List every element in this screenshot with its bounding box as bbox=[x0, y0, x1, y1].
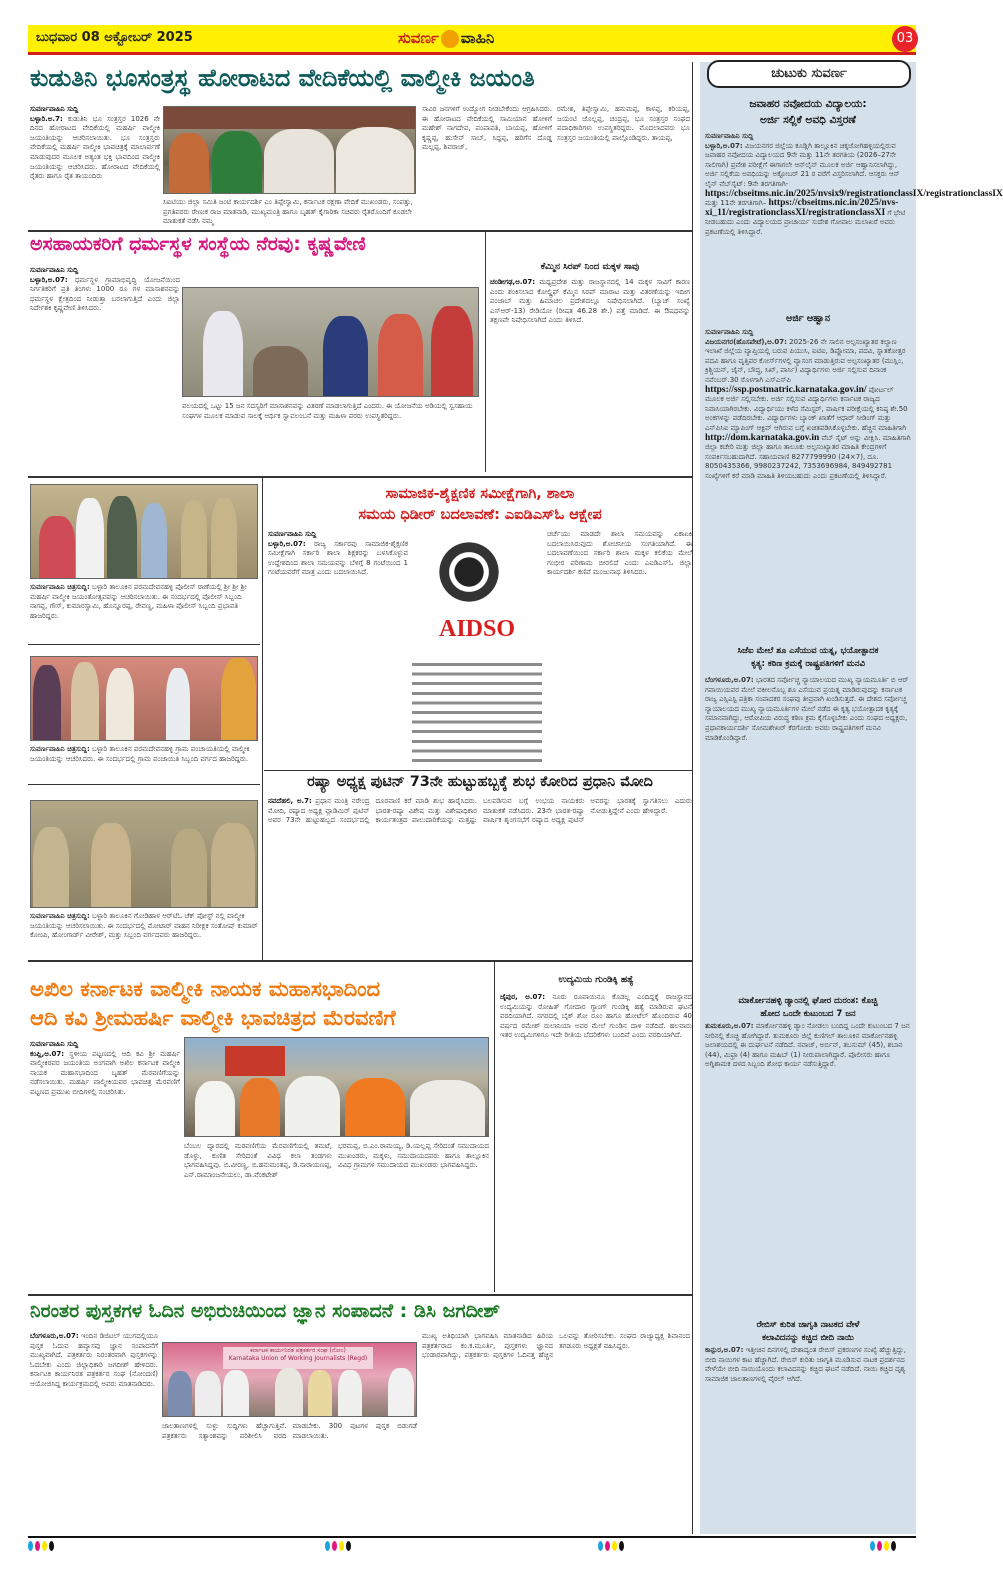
valmiki-jayanti-headline[interactable]: ಕುಡುತಿನಿ ಭೂಸಂತ್ರಸ್ಥ ಹೋರಾಟದ ವೇದಿಕೆಯಲ್ಲಿ ವಾಲ್ಮೀಕಿ ಜಯಂತಿ bbox=[30, 64, 535, 92]
item-body: ವಿಜಯನಗರ ಜಿಲ್ಲೆಯ ಕೂಡ್ಲಿಗಿ ತಾಲ್ಲೂಕಿನ ಚಿಕ್ಕಜೋಗಿಹಳ್ಳಿಯಲ್ಲಿರುವ ಜವಾಹರ ನವೋದಯ ವಿದ್ಯಾಲಯದ 9ನೇ ಮತ್ತು 11ನೇ ತರಗತಿಯ (2026–27ನೇ ಸಾಲಿಗಾಗಿ) ಪ್ರವೇಶ ಪರೀಕ್ಷೆಗೆ ಈಗಾಗಲೇ ಆನ್‌ಲೈನ್ ಮೂಲಕ ಅರ್ಜಿ ಆಹ್ವಾನಿಸಲಾಗಿದ್ದು, ಅರ್ಜಿ ಸಲ್ಲಿಕೆಯ ಅವಧಿಯನ್ನು ಅಕ್ಟೋಬರ್ 21 ರ ವರೆಗೆ ವಿಸ್ತರಿಸಲಾಗಿದೆ. ಆಸಕ್ತರು ಆನ್ ಲೈನ್ ವೆಬ್‌ಸೈಟ್: 9ನೇ ತರಗತಿಗಾಗಿ- bbox=[705, 141, 900, 188]
dharmasthala-headline[interactable]: ಅಸಹಾಯಕರಿಗೆ ಧರ್ಮಸ್ಥಳ ಸಂಸ್ಥೆಯ ನೆರವು: ಕೃಷ್ಣವೇಣಿ bbox=[30, 233, 366, 255]
sidebar-title: ಚುಟುಕು ಸುವರ್ಣ bbox=[707, 60, 911, 88]
businessman-murder-headline[interactable]: ಉದ್ಯಮಿಯ ಗುಂಡಿಕ್ಕಿ ಹತ್ಯೆ bbox=[558, 975, 634, 985]
magenta-dot-icon bbox=[877, 1541, 882, 1551]
registration-marks bbox=[28, 1541, 54, 1551]
valmiki-procession-col1 bbox=[30, 1040, 180, 1290]
item-body: ಇತ್ತೀಚಿನ ದಿನಗಳಲ್ಲಿ ದೇಶಾದ್ಯಂತ ರೇಬಿಸ್ ಪ್ರಕರಣಗಳ ಸಂಖ್ಯೆ ಹೆಚ್ಚುತ್ತಿದ್ದು, ಬೀದಿ ನಾಯಿಗಳ ಕಾಟ ಹೆಚ್ಚಾಗಿದೆ. ರೇಬಿಸ್ ಕುರಿತು ಜಾಗೃತಿ ಮೂಡಿಸುವ ನಾಟಕ ಪ್ರದರ್ಶನದ ವೇಳೆಯೇ ಬೀದಿ ನಾಯಿಯೊಂದು ಕಲಾವಿದನನ್ನು ಕಚ್ಚಿದ ಘಟನೆ ನಡೆದಿದೆ. ನಾಯಿ ಕಚ್ಚಿದ ದೃಶ್ಯ ಸಾಮಾಜಿಕ ಜಾಲತಾಣಗಳಲ್ಲಿ ವೈರಲ್ ಆಗಿದೆ. bbox=[705, 1346, 907, 1383]
divider bbox=[28, 784, 260, 785]
registration-link-class-xi[interactable]: https://cbseitms.nic.in/2025/nvs-xi_11/registrationclassXI/registrationclassXI bbox=[705, 198, 899, 218]
caption-lead: ಸುವರ್ಣವಾಹಿನಿ ಚಿತ್ರಸುದ್ದಿ: bbox=[30, 583, 90, 591]
rto-checkpost-photo bbox=[30, 800, 258, 908]
dateline: ಕಾನ್ಪುರ,ಅ.07: bbox=[705, 1346, 744, 1354]
masthead bbox=[28, 25, 916, 55]
caption-text: ಬಳ್ಳಾರಿ ತಾಲೂಕಿನ ಗೋಡಿಹಾಳ ಆರ್‌ಟಿಓ ಚೆಕ್ ಪೋಸ್ಟ್ ನಲ್ಲಿ ವಾಲ್ಮೀಕಿ ಜಯಂತಿಯನ್ನು ಆಚರಿಸಲಾಯಿತು. ಈ ಸಂದರ್ಭದಲ್ಲಿ ಮೋಟಾರ್ ವಾಹನ ನಿರೀಕ್ಷಕ ಸಂತೋಷ್ ಕುಮಾರ್ ಕೋಂಪಿ, ಹೋಂಗಾರ್ಡ್ ವೀರೇಶ್, ಮತ್ತು ಸಿಬ್ಬಂದಿ ವರ್ಗದವರು ಹಾಜರಿದ್ದರು. bbox=[30, 912, 258, 940]
magenta-dot-icon bbox=[35, 1541, 40, 1551]
ssp-portal-link[interactable]: https://ssp.postmatric.karnataka.gov.in/ bbox=[705, 384, 867, 395]
article-lead: ಇಂದಿನ ಡಿಜಿಟಲ್ ಯುಗದಲ್ಲಿಯೂ ಪುಸ್ತಕ ಓದುವ ಹವ್ಯಾಸವು ಜ್ಞಾನ ಸಂಪಾದನೆಗೆ ಮುಖ್ಯವಾಗಿದೆ. ಪತ್ರಕರ್ತರು ನಿರಂತರವಾಗಿ ಪುಸ್ತಕಗಳನ್ನು ಓದಬೇಕು ಎಂದು ಜಿಲ್ಲಾಧಿಕಾರಿ ಜಗದೀಶ್ ಹೇಳಿದರು. ಕರ್ನಾಟಕ ಕಾರ್ಯನಿರತ ಪತ್ರಕರ್ತರ ಸಂಘ (ನೋಂದಣಿ) ಆಯೋಜಿಸಿದ್ದ ಕಾರ್ಯಕ್ರಮದಲ್ಲಿ ಅವರು ಮಾತನಾಡಿದರು. bbox=[30, 1332, 158, 1388]
valmiki-procession-headline-line1[interactable]: ಅಖಿಲ ಕರ್ನಾಟಕ ವಾಲ್ಮೀಕಿ ನಾಯಕ ಮಹಾಸಭಾದಿಂದ bbox=[30, 977, 381, 1001]
divider bbox=[264, 770, 692, 771]
rto-checkpost-caption bbox=[30, 912, 258, 960]
byline: ಸುವರ್ಣವಾಹಿನಿ ಸುದ್ದಿ bbox=[30, 266, 79, 274]
issue-date: ಬುಧವಾರ 08 ಅಕ್ಟೋಬರ್ 2025 bbox=[36, 30, 193, 45]
valmiki-jayanti-col4: ರಮೇಶ, ತಿಪ್ಪೇಸ್ವಾಮಿ, ಹನುಮಪ್ಪ, ಕಾಳಪ್ಪ, ಕರಿಯಪ್ಪ, ಜಯಂಟಿ ಜೊಲ್ಲಪ್ಪ, ಚಂದ್ರಪ್ಪ, ಭೂ ಸಂತ್ರಸ್ತರ ಸಂಘದ ಪದಾಧಿಕಾರಿಗಳು ಉಪಸ್ಥಿತರಿದ್ದರು. ಮೊದಲಾದವರು ಭೂ ಸಂತ್ರಸ್ತರ ಜಯಂತಿಯಲ್ಲಿ ಪಾಲ್ಗೊಂಡಿದ್ದರು. ತಾಯಪ್ಪ, bbox=[557, 105, 690, 142]
text-block bbox=[412, 660, 542, 766]
dateline: ವಿಜಯನಗರ(ಹೊಸಪೇಟೆ),ಅ.07: bbox=[705, 337, 787, 346]
cyan-dot-icon bbox=[325, 1541, 330, 1551]
yellow-dot-icon bbox=[612, 1541, 617, 1551]
dateline: ಬಳ್ಳಾರಿ,ಅ.07: bbox=[268, 539, 306, 548]
divider bbox=[28, 230, 692, 232]
sidebar-item-3-headline-line2[interactable]: ಕೃತ್ಯ: ಕಠಿಣ ಕ್ರಮಕ್ಕೆ ರಾಷ್ಟ್ರಪತಿಗಳಿಗೆ ಮನವಿ bbox=[751, 659, 865, 669]
magenta-dot-icon bbox=[605, 1541, 610, 1551]
dateline: ಕಂಪ್ಲಿ,ಅ.07: bbox=[30, 1049, 65, 1058]
black-dot-icon bbox=[49, 1541, 54, 1551]
valmiki-jayanti-col1 bbox=[30, 105, 160, 229]
books-reading-col3: ಮುಖ್ಯ ಅತಿಥಿಯಾಗಿ ಭಾಗವಹಿಸಿ ಮಾತನಾಡಿದ ಹಿರಿಯ ಪತ್ರಕರ್ತರಾದ ಕಂ.ಕ.ಮೂರ್ತಿ, ಪುಸ್ತಕಗಳು ಜ್ಞಾನದ ಭಂಡಾರವಾಗಿದ್ದು, ಪತ್ರಕರ್ತರು ಪುಸ್ತಕಗಳ ಓದಿನತ್ತ ಹೆಚ್ಚಿನ ಒಲವನ್ನು ತೋರಿಸಬೇಕು. ಸಂಘದ ರಾಜ್ಯಾಧ್ಯಕ್ಷ ಶಿವಾನಂದ ತಗಡೂರು ಅಧ್ಯಕ್ಷತೆ ವಹಿಸಿದ್ದರು. bbox=[422, 1332, 690, 1360]
article-lead: ಧರ್ಮಸ್ಥಳ ಗ್ರಾಮಾಭಿವೃದ್ಧಿ ಯೋಜನೆಯಿಂದ ನಿರ್ಗತಿಕರಿಗೆ ಪ್ರತಿ ತಿಂಗಳು 1000 ರೂ ಗಳ ಮಾಸಾಶನವನ್ನು ಧರ್ಮಸ್ಥಳ ಕ್ಷೇತ್ರದಿಂದ ನೀಡುತ್ತಾ ಬರಲಾಗುತ್ತಿದೆ ಎಂದು ಜಿಲ್ಲಾ ನಿರ್ದೇಶಕಿ ಕೃಷ್ಣವೇಣಿ ತಿಳಿಸಿದರು. bbox=[30, 275, 180, 313]
books-reading-photo bbox=[162, 1342, 417, 1417]
column-divider bbox=[262, 478, 263, 960]
valmiki-procession-headline-line2[interactable]: ಆದಿ ಕವಿ ಶ್ರೀಮಹರ್ಷಿ ವಾಲ್ಮೀಕಿ ಭಾವಚಿತ್ರದ ಮೆರವಣಿಗೆ bbox=[30, 1006, 396, 1030]
businessman-murder-body bbox=[500, 993, 692, 1290]
caption-text: ಬಳ್ಳಾರಿ ತಾಲೂಕಿನ ಪರಮದೇವನಹಳ್ಳಿ ಗ್ರಾಮ ಪಂಚಾಯತಿಯಲ್ಲಿ ವಾಲ್ಮೀಕಿ ಜಯಂತಿಯನ್ನು ಆಚರಿಸಿದರು. ಈ ಸಂದರ್ಭದಲ್ಲಿ ಗ್ರಾಮ ಪಂಚಾಯಿತಿ ಸಿಬ್ಬಂದಿ ವರ್ಗದ ಹಾಜರಿದ್ದರು. bbox=[30, 745, 250, 763]
dharmasthala-caption: ವಲಯದಲ್ಲಿ ಒಟ್ಟು 15 ಜನ ಸದಸ್ಯರಿಗೆ ಮಾಸಾಶನವನ್ನು ವಿತರಣೆ ಮಾಡಲಾಗುತ್ತಿದೆ ಎಂದರು. ಈ ಯೋಜನೆಯ ಅಡಿಯಲ್ಲಿ ಸ್ವಸಹಾಯ ಸಂಘಗಳ ಮೂಲಕ ಮಾಡುವ ಸಾಲಕ್ಕೆ ಆರ್ಥಿಕ ಸ್ವಾವಲಂಬನೆ ಮತ್ತು ಮಹಿಳಾ ಪರರು ಉಪಸ್ಥಿತರಿದ್ದರು. bbox=[182, 402, 473, 420]
newspaper-logo[interactable] bbox=[398, 29, 494, 48]
caption-text: ಬಳ್ಳಾರಿ ತಾಲೂಕಿನ ಪರಮದೇವನಹಳ್ಳಿ ಪೊಲೀಸ್ ಠಾಣೆಯಲ್ಲಿ ಶ್ರೀ ಶ್ರೀ ಶ್ರೀ ಮಹರ್ಷಿ ವಾಲ್ಮೀಕಿ ಜಯಂತೋತ್ಸವವನ್ನು ಆಚರಿಸಲಾಯಿತು. ಈ ಸಂದರ್ಭದಲ್ಲಿ ಪೊಲೀಸ್ ಸಿಬ್ಬಂದಿ ನಾಗಪ್ಪ, ಗೌಸ್, ಕುಮಾರಸ್ವಾಮಿ, ಹೊನ್ನೂರಪ್ಪ, ರೇವಣ್ಣ, ಮಹಿಳಾ ಪೊಲೀಸ್ ಸಿಬ್ಬಂದಿ ಪ್ರಭಾವತಿ ಹಾಜರಿದ್ದರು. bbox=[30, 583, 247, 620]
item-body: ಭಾರತದ ಸರ್ವೋಚ್ಚ ನ್ಯಾಯಾಲಯದ ಮುಖ್ಯ ನ್ಯಾಯಮೂರ್ತಿ ಬಿ ಆರ್ ಗವಾಯಿಯವರ ಮೇಲೆ ವಕೀಲನೊಬ್ಬ ಶೂ ಎಸೆಯುವ ಪ್ರಯತ್ನ ಮಾಡಿರುವುದನ್ನು ಕರ್ನಾಟಕ ರಾಜ್ಯ ಎಸ್ಸಿಎಸ್ಟಿ ಪತ್ರಿಕಾ ಸಂಪಾದಕರ ಸಂಘವು ತೀವ್ರವಾಗಿ ಖಂಡಿಸುತ್ತದೆ. ಈ ದೇಶದ ಸರ್ವೋಚ್ಚ ನ್ಯಾಯಾಲಯದ ಮುಖ್ಯ ನ್ಯಾಯಮೂರ್ತಿಗಳ ಮೇಲೆ ನಡೆದ ಈ ಕೃತ್ಯ ಭಯೋತ್ಪಾದಕ ಕೃತ್ಯಕ್ಕೆ ಸಮಾನವಾಗಿದ್ದು, ಆರೋಪಿಯ ವಿರುದ್ಧ ಕಠಿಣ ಕ್ರಮ ಕೈಗೊಳ್ಳಬೇಕು ಎಂದು ಸಂಘದ ಅಧ್ಯಕ್ಷರು, ಪ್ರಧಾನಕಾರ್ಯದರ್ಶಿ ಸೋಮಶೇಖರ್ ಕೆರಗೋಡು ಅವರು ರಾಷ್ಟ್ರಪತಿಗಳಿಗೆ ಮನವಿ ಮಾಡಿಕೊಂಡಿದ್ದಾರೆ. bbox=[705, 676, 909, 742]
byline: ಸುವರ್ಣವಾಹಿನಿ ಸುದ್ದಿ bbox=[30, 1040, 79, 1048]
article-body: ಪ್ರಧಾನ ಮಂತ್ರಿ ನರೇಂದ್ರ ಮೋದಿ, ರಷ್ಯಾದ ಅಧ್ಯಕ್ಷ ವ್ಲಾಡಿಮಿರ್ ಪುಟಿನ್ ಅವರ 73ನೇ ಹುಟ್ಟುಹಬ್ಬದ ಸಂದರ್ಭದಲ್ಲಿ ದೂರವಾಣಿ ಕರೆ ಮಾಡಿ ಶುಭ ಹಾರೈಸಿದರು. ಭಾರತ-ರಷ್ಯಾ ವಿಶೇಷ ಮತ್ತು ವಿಶೇಷಾಧಿಕಾರ ಕಾರ್ಯತಂತ್ರದ ಪಾಲುದಾರಿಕೆಯನ್ನು ಮತ್ತಷ್ಟು ಬಲಪಡಿಸುವ ಬಗ್ಗೆ ಉಭಯ ನಾಯಕರು ಮಾತುಕತೆ ನಡೆಸಿದರು. 23ನೇ ಭಾರತ-ರಷ್ಯಾ ವಾರ್ಷಿಕ ಶೃಂಗಸಭೆಗೆ ರಷ್ಯಾದ ಅಧ್ಯಕ್ಷ ಪುಟಿನ್ ಅವರನ್ನು ಭಾರತಕ್ಕೆ ಸ್ವಾಗತಿಸಲು ಎದುರು ನೋಡುತ್ತಿದ್ದೇನೆ ಎಂದು ಹೇಳಿದ್ದಾರೆ. bbox=[268, 797, 692, 825]
valmiki-jayanti-col3: ಸಾವಿರ ಜನಗಳಿಗೆ ಉದ್ಯೋಗ ನೀಡಬೇಕೆಂದು ಆಗ್ರಹಿಸಿದರು. ಈ ಹೋರಾಟದ ವೇದಿಕೆಯಲ್ಲಿ ಸಾಮಿಯಾನ ಹೋಳಿಗೆ ಮಹೇಶ್ ನಾಗದೇವ, ಪಂಪಾಪತಿ, ಬಾಯಪ್ಪ, ಹೋಳಿಗೆ ಕೃಷ್ಣಪ್ಪ, ಹುಸೇನ್ ಸಾಬ್, ಸಿದ್ದಪ್ಪ, ಹರಿಗೆಸ ದೊಡ್ಡ ಮಲ್ಲಪ್ಪ, ಶಿವರಾಜ್, bbox=[422, 105, 552, 152]
putin-modi-body bbox=[268, 797, 692, 957]
column-divider bbox=[692, 62, 693, 1534]
dateline: ಬಳ್ಳಾರಿ,ಅ.07: bbox=[705, 141, 743, 150]
registration-link-class-ix[interactable]: https://cbseitms.nic.in/2025/nvsix9/registrationclassIX/registrationclassIX bbox=[705, 188, 1003, 199]
event-banner bbox=[223, 1347, 373, 1369]
aidso-logo-text: AIDSO bbox=[438, 616, 516, 642]
dateline: ಚಂಡೀಗಢ,ಅ.07: bbox=[490, 278, 536, 286]
dharmasthala-photo bbox=[182, 287, 479, 397]
registration-marks bbox=[870, 1541, 896, 1551]
logo-right-text: ವಾಹಿನಿ bbox=[460, 29, 495, 47]
banner-subtitle: Karnataka Union of Working Journalists (Regd) bbox=[228, 1355, 368, 1362]
item-body: ಮಾರ್ಕೋನಹಳ್ಳಿ ಡ್ಯಾಂ ನೋಡಲು ಬಂದಿದ್ದ ಒಂದೇ ಕುಟುಂಬದ 7 ಜನ ನೀರಿನಲ್ಲಿ ಕೊಚ್ಚಿ ಹೋಗಿದ್ದಾರೆ. ತುಮಕೂರು ಜಿಲ್ಲೆ ಕುಣಿಗಲ್ ತಾಲೂಕಿನ ಮಾರ್ಕೋನಹಳ್ಳಿ ಜಲಾಶಯದಲ್ಲಿ ಈ ದುರ್ಘಟನೆ ನಡೆದಿದೆ. ನವಾಜ್, ಅರ್ಬಿನ್, ತಬಸುಮ್ (45), ಶಬಾನ (44), ಮಿಫ್ರಾ (4) ಹಾಗೂ ಮಹಿಬ್ (1) ನೀರುಪಾಲಾಗಿದ್ದಾರೆ. ಪೊಲೀಸರು ಹಾಗೂ ಅಗ್ನಿಶಾಮಕ ದಳದ ಸಿಬ್ಬಂದಿ ಶೋಧ ಕಾರ್ಯ ನಡೆಸುತ್ತಿದ್ದಾರೆ. bbox=[705, 1022, 910, 1069]
dateline: ಬಳ್ಳಾರಿ.ಅ.7: bbox=[30, 114, 63, 123]
divider bbox=[28, 476, 692, 478]
cough-syrup-headline[interactable]: ಕೆಮ್ಮಿನ ಸಿರಪ್ ನಿಂದ ಮಕ್ಕಳ ಸಾವು bbox=[540, 262, 640, 272]
yellow-dot-icon bbox=[339, 1541, 344, 1551]
panchayat-caption bbox=[30, 745, 258, 775]
karnataka-map-emblem-icon bbox=[441, 30, 459, 48]
valmiki-jayanti-caption: ಸಿಐಟಿಯು ಜಿಲ್ಲಾ ಸಮಿತಿ ಜಂಟಿ ಕಾರ್ಯದರ್ಶಿ ಎಂ ತಿಪ್ಪೇಸ್ವಾಮಿ, ಕರ್ನಾಟಕ ರಕ್ಷಣಾ ವೇದಿಕೆ ಮುಖಂಡರು, ಸಂಪತ್ತು, ಪ್ರಗತಿಪರರು ರೇಣುಕ ರಾಜ ಮಾತನಾಡಿ, ಮುಖ್ಯಮಂತ್ರಿ ಹಾಗೂ ಬೃಹತ್ ಕೈಗಾರಿಕಾ ಸಚಿವರು ರೈತರೊಂದಿಗೆ ಕೂಡಲೇ ಮಾತುಕತೆ ನಡೆಸಿ ನಮ್ಮ bbox=[163, 198, 413, 226]
column-divider bbox=[494, 962, 495, 1292]
sidebar-item-4-headline-line1[interactable]: ಮಾರ್ಕೋನಹಳ್ಳಿ ಡ್ಯಾಂನಲ್ಲಿ ಘೋರ ದುರಂತ: ಕೊಚ್ಚಿ bbox=[738, 996, 878, 1006]
dateline: ತುಮಕೂರು,ಅ.07: bbox=[705, 1022, 754, 1030]
sidebar-item-1-body bbox=[705, 132, 1003, 308]
police-station-caption-1 bbox=[30, 583, 258, 633]
cyan-dot-icon bbox=[598, 1541, 603, 1551]
magenta-dot-icon bbox=[332, 1541, 337, 1551]
item-mid: ಪೋರ್ಟಲ್ ಮೂಲಕ ಅರ್ಜಿ ಸಲ್ಲಿಸಬೇಕು. ಅರ್ಜಿ ಸಲ್ಲಿಸುವ ವಿದ್ಯಾರ್ಥಿಗಳು ಕರ್ನಾಟಕ ರಾಜ್ಯದ ನಿವಾಸಿಯಾಗಿರಬೇಕು. ವಿದ್ಯಾರ್ಥಿಯು ಕಳೆದ ಸೆಮಿಸ್ಟರ್, ವಾರ್ಷಿಕ ಪರೀಕ್ಷೆಯಲ್ಲಿ ಕನಿಷ್ಠ ಶೇ.50 ಅಂಕಗಳನ್ನು ಪಡೆದಿರಬೇಕು. ವಿದ್ಯಾರ್ಥಿಗಳು ಬ್ಯಾಂಕ್ ಖಾತೆಗೆ ಆಧಾರ್ ಸೀಡಿಂಗ್ ಮತ್ತು ಎನ್‌ಪಿಸಿಐ ಮ್ಯಾಪಿಂಗ್ ಆಕ್ಟಿವ್ ಆಗಿರುವ ಬಗ್ಗೆ ಖಚಿತಪಡಿಸಿಕೊಳ್ಳಬೇಕು. ಹೆಚ್ಚಿನ ಮಾಹಿತಿಗಾಗಿ bbox=[705, 385, 908, 432]
caption-lead: ಸುವರ್ಣವಾಹಿನಿ ಚಿತ್ರಸುದ್ದಿ: bbox=[30, 912, 90, 920]
byline: ಸುವರ್ಣವಾಹಿನಿ ಸುದ್ದಿ bbox=[30, 105, 79, 113]
valmiki-procession-photo bbox=[184, 1037, 489, 1137]
sidebar-item-5-headline-line2[interactable]: ಕಲಾವಿದನನ್ನು ಕಚ್ಚಿದ ಬೀದಿ ನಾಯಿ bbox=[762, 1333, 854, 1343]
byline: ಸುವರ್ಣವಾಹಿನಿ ಸುದ್ದಿ bbox=[705, 132, 754, 140]
sidebar-item-1-headline-line1[interactable]: ಜವಾಹರ ನವೋದಯ ವಿದ್ಯಾಲಯ: bbox=[749, 98, 867, 110]
sidebar-item-4-headline-line2[interactable]: ಹೋದ ಒಂದೇ ಕುಟುಂಬದ 7 ಜನ bbox=[760, 1009, 856, 1019]
cyan-dot-icon bbox=[28, 1541, 33, 1551]
black-dot-icon bbox=[619, 1541, 624, 1551]
dharmasthala-col1 bbox=[30, 266, 180, 471]
item-mid: ಮತ್ತು 11ನೇ ತರಗತಿಗಾಗಿ– bbox=[705, 199, 767, 208]
sidebar-item-4-body bbox=[705, 1022, 911, 1300]
divider bbox=[28, 1294, 692, 1296]
article-body: ರಾಜ್ಯ ಸರ್ಕಾರವು ಸಾಮಾಜಿಕ-ಶೈಕ್ಷಣಿಕ ಸಮೀಕ್ಷೆಗಾಗಿ ಸರ್ಕಾರಿ ಶಾಲಾ ಶಿಕ್ಷಕರನ್ನು ಬಳಸಿಕೊಳ್ಳುವ ಉದ್ದೇಶದಿಂದ ಶಾಲಾ ಸಮಯವನ್ನು ಬೆಳಿಗ್ಗೆ 8 ಗಂಟೆಯಿಂದ 1 ಗಂಟೆಯವರೆಗೆ ಮಾತ್ರ ಎಂದು ಬದಲಾಯಿಸಿದೆ. bbox=[268, 539, 408, 577]
aidso-headline-line2[interactable]: ಸಮಯ ಧಿಡೀರ್ ಬದಲಾವಣೆ: ಎಐಡಿಎಸ್ಓ ಆಕ್ಷೇಪ bbox=[358, 507, 602, 523]
aidso-headline-line1[interactable]: ಸಾಮಾಜಿಕ-ಶೈಕ್ಷಣಿಕ ಸಮೀಕ್ಷೆಗಾಗಿ, ಶಾಲಾ bbox=[385, 486, 575, 502]
sidebar-item-2-body bbox=[705, 328, 911, 636]
article-body: ನೂರು ರೂಪಾಯಿನೂ ಕೊಡಲ್ಲ ಎಂದಿದ್ದಕ್ಕೆ ರಾಜಸ್ಥಾನದ ಉದ್ಯಮಿಯನ್ನು ರೋಹಿತ್ ಗೋದಾರ ಗ್ಯಾಂಗ್ ಗುಂಡಿಕ್ಕಿ ಹತ್ಯೆ ಮಾಡಿರುವ ಘಟನೆ ವರದಿಯಾಗಿದೆ. ನಗರದಲ್ಲಿ ಬೈಕ್ ಶೋ ರೂಂ ಹಾಗೂ ಹೋಟೆಲ್ ಹೊಂದಿರುವ 40 ವರ್ಷದ ರಮೇಶ್ ರುಲಾನಿಯಾ ಅವರ ಮೇಲೆ ಗುಂಡಿನ ದಾಳಿ ನಡೆದಿದೆ. ಹಲವಾರು ಇತರ ಉದ್ಯಮಿಗಳಿಗೂ ಇದೇ ರೀತಿಯ ಬೆದರಿಕೆಗಳು ಬಂದಿವೆ ಎಂದು ವರದಿಯಾಗಿದೆ. bbox=[500, 993, 692, 1040]
banner bbox=[225, 1046, 285, 1076]
sidebar-item-3-body bbox=[705, 676, 911, 986]
valmiki-procession-col3: ಭರಮಪ್ಪ, ಬಿ.ಎಂ.ರಾಮಯ್ಯ, ಡಿ.ಯಲ್ಲಪ್ಪ ಸೇರಿದಂತೆ ಸಮುದಾಯದ ಮುಖಂಡರು, ಮಕ್ಕಳು, ಸಮುದಾಯದವರು ಹಾಗೂ ತಾಲ್ಲೂಕಿನ ವಿವಿಧ ಗ್ರಾಮಗಳ ಸಮುದಾಯದ ಮುಖಂಡರು ಭಾಗವಹಿಸಿದ್ದರು. bbox=[338, 1142, 489, 1170]
banner-title: ಕರ್ನಾಟಕ ಕಾರ್ಯನಿರತ ಪತ್ರಕರ್ತರ ಸಂಘ (ನೋಂ) bbox=[250, 1347, 346, 1354]
column-divider bbox=[485, 232, 486, 472]
registration-marks bbox=[598, 1541, 624, 1551]
footer-rule bbox=[28, 1536, 916, 1538]
black-dot-icon bbox=[891, 1541, 896, 1551]
article-lead: ಸ್ಥಳೀಯ ಪಟ್ಟಣದಲ್ಲಿ ಆದಿ ಕವಿ ಶ್ರೀ ಮಹರ್ಷಿ ವಾಲ್ಮೀಕಿರವರ ಜಯಂತಿಯ ಅಂಗವಾಗಿ ಅಖಿಲ ಕರ್ನಾಟಕ ವಾಲ್ಮೀಕಿ ನಾಯಕ ಮಹಾಸಭಾದಿಂದ ಬೃಹತ್ ಮೆರವಣಿಗೆಯನ್ನು ನಡೆಸಲಾಯಿತು. ಮಹರ್ಷಿ ವಾಲ್ಮೀಕಿಯವರ ಭಾವಚಿತ್ರ ಮೆರವಣಿಗೆ ಪಟ್ಟಣದ ಪ್ರಮುಖ ಬೀದಿಗಳಲ್ಲಿ ಸಂಚರಿಸಿತು. bbox=[30, 1049, 180, 1096]
dom-karnataka-link[interactable]: http://dom.karnataka.gov.in bbox=[705, 432, 820, 443]
logo-left-text: ಸುವರ್ಣ bbox=[398, 29, 439, 47]
aidso-col2 bbox=[412, 660, 542, 766]
article-body: ಮಧ್ಯಪ್ರದೇಶ ಮತ್ತು ರಾಜಸ್ಥಾನದಲ್ಲಿ 14 ಮಕ್ಕಳ ಸಾವಿಗೆ ಕಾರಣ ಎಂದು ಶಂಕಿಸಲಾದ ಕೋಲ್ಡ್ರಿಫ್ ಕೆಮ್ಮಿನ ಸಿರಪ್ ಮಾರಾಟ ಮತ್ತು ವಿತರಣೆಯನ್ನು ಇದೀಗ ಪಂಜಾಬ್ ಮತ್ತು ಹಿಮಾಚಲ ಪ್ರದೇಶದಲ್ಲೂ ನಿಷೇಧಿಸಲಾಗಿದೆ. (ಬ್ಯಾಚ್ ಸಂಖ್ಯೆ ಎಸ್ಆರ್-13) ರೇಡಿಯೋ (ರೀಷತ 46.28 ಶೇ.) ಪತ್ತೆ ಮಾಡಿದೆ. ಈ ಔಷಧವನ್ನು ತಕ್ಷಣವೇ ನಿಷೇಧಿಸಲಾಗಿದೆ ಎಂದು ತಿಳಿಸಿದೆ. bbox=[490, 278, 690, 325]
byline: ಸುವರ್ಣವಾಹಿನಿ ಸುದ್ದಿ bbox=[705, 328, 754, 336]
aidso-col1 bbox=[268, 530, 408, 766]
books-reading-caption: ಜಾಲತಾಣಗಳಲ್ಲಿ ಸುಳ್ಳು ಸುದ್ದಿಗಳು ಹೆಚ್ಚಾಗುತ್ತಿವೆ. ಪತ್ರಕರ್ತರು ಸತ್ಯಾಂಶವನ್ನು ಪರಿಶೀಲಿಸಿ ವರದಿ ಮಾಡಬೇಕು. 300 ಪುಟಗಳ ಪುಸ್ತಕ ಬಿಡುಗಡೆ ಮಾಡಲಾಯಿತು. bbox=[162, 1422, 417, 1440]
panchayat-photo bbox=[30, 656, 258, 741]
cyan-dot-icon bbox=[870, 1541, 875, 1551]
sidebar-item-3-headline-line1[interactable]: ಸಿಜೆಐ ಮೇಲೆ ಶೂ ಎಸೆಯುವ ಯತ್ನ, ಭಯೋತ್ಪಾದಕ bbox=[737, 646, 879, 656]
dateline: ಬೆಂಗಳೂರು,ಅ.07: bbox=[30, 1332, 79, 1340]
dateline: ನವದೆಹಲಿ, ಅ.7: bbox=[268, 797, 312, 805]
dateline: ಬೆಂಗಳೂರು,ಅ.07: bbox=[705, 676, 754, 684]
valmiki-jayanti-photo bbox=[163, 106, 416, 194]
item-body: 2025-26 ನೇ ಸಾಲಿನ ಅಲ್ಪಸಂಖ್ಯಾತರ ಕಲ್ಯಾಣ ಇಲಾಖೆ ಜಿಲ್ಲೆಯ ವ್ಯಾಪ್ತಿಯಲ್ಲಿ ಬರುವ ಪಿಯುಸಿ, ಐಟಿಐ, ಡಿಪ್ಲೋಮಾ, ಪದವಿ, ಸ್ನಾತಕೋತ್ತರ ಪದವಿ ಹಾಗೂ ವೃತ್ತಿಪರ ಕೋರ್ಸ್‌ಗಳಲ್ಲಿ ವ್ಯಾಸಂಗ ಮಾಡುತ್ತಿರುವ ಅಲ್ಪಸಂಖ್ಯಾತರ (ಮುಸ್ಲಿಂ, ಕ್ರಿಶ್ಚಿಯನ್, ಜೈನ್, ಬೌದ್ಧ, ಸಿಖ್, ಪಾರ್ಸಿ) ವಿದ್ಯಾರ್ಥಿಗಳು ಅರ್ಜಿ ಸಲ್ಲಿಸುವ ದಿನಾಂಕ ನವೆಂಬರ್.30 ರೊಳಗಾಗಿ ಎಸ್ಎಸ್‌ಪಿ bbox=[705, 337, 906, 384]
putin-modi-headline[interactable]: ರಷ್ಯಾ ಅಧ್ಯಕ್ಷ ಪುಟಿನ್ 73ನೇ ಹುಟ್ಟುಹಬ್ಬಕ್ಕೆ ಶುಭ ಕೋರಿದ ಪ್ರಧಾನಿ ಮೋದಿ bbox=[307, 774, 653, 790]
article-lead: ಕುಡುತಿನಿ ಭೂ ಸಂತ್ರಸ್ತರ 1026 ನೇ ದಿನದ ಹೋರಾಟದ ವೇದಿಕೆಯಲ್ಲಿ ಮಹರ್ಷಿ ವಾಲ್ಮೀಕಿ ಜಯಂತಿಯನ್ನು ಆಚರಿಸಲಾಯಿತು. ಭೂ ಸಂತ್ರಸ್ತರು ವೇದಿಕೆಯಲ್ಲಿ ಮಹರ್ಷಿ ವಾಲ್ಮೀಕಿ ಭಾವಚಿತ್ರಕ್ಕೆ ಮಾಲಾರ್ಪಣೆ ಮಾಡುವುದರ ಮೂಲಕ ಅತ್ಯಂತ ಭಕ್ತಿ ಭಾವದಿಂದ ವಾಲ್ಮೀಕಿ ಜಯಂತಿಯನ್ನು ಆಚರಿಸಿದರು. ಹೋರಾಟದ ವೇದಿಕೆಯಲ್ಲಿ ರೈತರು ಹಾಗೂ ರೈತ ತಾಯಂದಿರು bbox=[30, 114, 160, 181]
divider bbox=[28, 644, 260, 645]
dateline: ಬಳ್ಳಾರಿ,ಅ.07: bbox=[30, 275, 68, 284]
aidso-emblem-icon bbox=[437, 536, 517, 616]
aidso-col3: ಚರ್ಚೆಯು ಮಾಡದೇ ಶಾಲಾ ಸಮಯವನ್ನು ಏಕಾಏಕಿ ಬದಲಾಯಿಸಿರುವುದು ಶೋಚನೀಯ ಸಂಗತಿಯಾಗಿದೆ. ಈ ಬದಲಾವಣೆಯಿಂದ ಸರ್ಕಾರಿ ಶಾಲಾ ಮಕ್ಕಳ ಕಲಿಕೆಯ ಮೇಲೆ ಗಂಭೀರ ಪರಿಣಾಮ ಬೀರಲಿದೆ ಎಂದು ಎಐಡಿಎಸ್ಓ ಜಿಲ್ಲಾ ಕಾರ್ಯದರ್ಶಿ ಕಣಿವೆ ಮಂಜುನಾಥ ತಿಳಿಸಿದರು. bbox=[547, 530, 692, 577]
yellow-dot-icon bbox=[42, 1541, 47, 1551]
black-dot-icon bbox=[346, 1541, 351, 1551]
divider bbox=[28, 960, 692, 962]
item-tail: ಗೆ ಭೇಟಿ ನೀಡಬಹುದು ಎಂದು ವಿದ್ಯಾಲಯದ ಪ್ರಾಚಾರ್ಯ ಸುದೇಶ ಗೋಪಾಲ ಮಲಾಖರೆ ಅವರು ಪ್ರಕಟಣೆಯಲ್ಲಿ ತಿಳಿಸಿದ್ದಾರೆ. bbox=[705, 208, 906, 236]
sidebar-item-2-headline[interactable]: ಅರ್ಜಿ ಆಹ್ವಾನ bbox=[785, 313, 831, 324]
cough-syrup-body bbox=[490, 278, 690, 472]
byline: ಸುವರ್ಣವಾಹಿನಿ ಸುದ್ದಿ bbox=[268, 530, 317, 538]
caption-lead: ಸುವರ್ಣವಾಹಿನಿ ಚಿತ್ರಸುದ್ದಿ: bbox=[30, 745, 90, 753]
registration-marks bbox=[325, 1541, 351, 1551]
books-reading-headline[interactable]: ನಿರಂತರ ಪುಸ್ತಕಗಳ ಓದಿನ ಅಭಿರುಚಿಯಿಂದ ಜ್ಞಾನ ಸಂಪಾದನೆ : ಡಿಸಿ ಜಗದೀಶ್ bbox=[30, 1300, 500, 1322]
yellow-dot-icon bbox=[884, 1541, 889, 1551]
sidebar-item-1-headline-line2[interactable]: ಅರ್ಜಿ ಸಲ್ಲಿಕೆ ಅವಧಿ ವಿಸ್ತರಣೆ bbox=[760, 114, 856, 126]
police-station-photo-1 bbox=[30, 484, 258, 579]
dateline: ಜೈಪುರ, ಅ.07: bbox=[500, 993, 546, 1001]
valmiki-procession-col2: ಬೆಂಬಲ ದ್ವಾರದಲ್ಲಿ ಮರವಣಿಗೆಯ ಮೆರವಣಿಗೆಯಲ್ಲಿ ತಮಟೆ, ಡೊಳ್ಳು, ಕುಣಿತ ಸೇರಿದಂತೆ ವಿವಿಧ ಕಲಾ ತಂಡಗಳು ಭಾಗವಹಿಸಿದ್ದವು. ಬಿ.ವೀರಣ್ಣ, ಬಿ.ಹನುಮಂತಪ್ಪ, ಡಿ.ನಾರಾಯಣಪ್ಪ, ಎನ್.ರಾಮಾಂಜನೇಯಲು, ಡಾ.ವೆಂಕಟೇಶ್ bbox=[184, 1142, 332, 1179]
item-tail: ವೆಬ್ ಸೈಟ್ ಅನ್ನು ವೀಕ್ಷಿಸಿ. ಮಾಹಿತಿಗಾಗಿ ಜಿಲ್ಲಾ ಕಚೇರಿ ಮತ್ತು ಜಿಲ್ಲಾ ಹಾಗೂ ತಾಲೂಕು ಅಲ್ಪಸಂಖ್ಯಾತರ ಮಾಹಿತಿ ಕೇಂದ್ರಗಳಿಗೆ ಸಂಪರ್ಕಿಸಬಹುದಾಗಿದೆ. ಸಹಾಯವಾಣಿ 8277799990 (24×7), ದೂ. 8050435366, 9980237242, 7353696984, 849492781 ಸಂಖ್ಯೆಗಳಿಗೆ ಕರೆ ಮಾಡಿ ಮಾಹಿತಿ ತಿಳಿಯಬಹುದು ಎಂದು ಪ್ರಕಟಣೆಯಲ್ಲಿ ತಿಳಿಸಿದ್ದಾರೆ. bbox=[705, 433, 911, 480]
sidebar-item-5-headline-line1[interactable]: ರೇಬಿಸ್ ಕುರಿತ ಜಾಗೃತಿ ನಾಟಕದ ವೇಳೆ bbox=[756, 1320, 860, 1330]
books-reading-col1 bbox=[30, 1332, 158, 1532]
page-number-badge: 03 bbox=[892, 26, 918, 52]
sidebar-item-5-body bbox=[705, 1346, 911, 1532]
aidso-logo bbox=[427, 530, 527, 655]
